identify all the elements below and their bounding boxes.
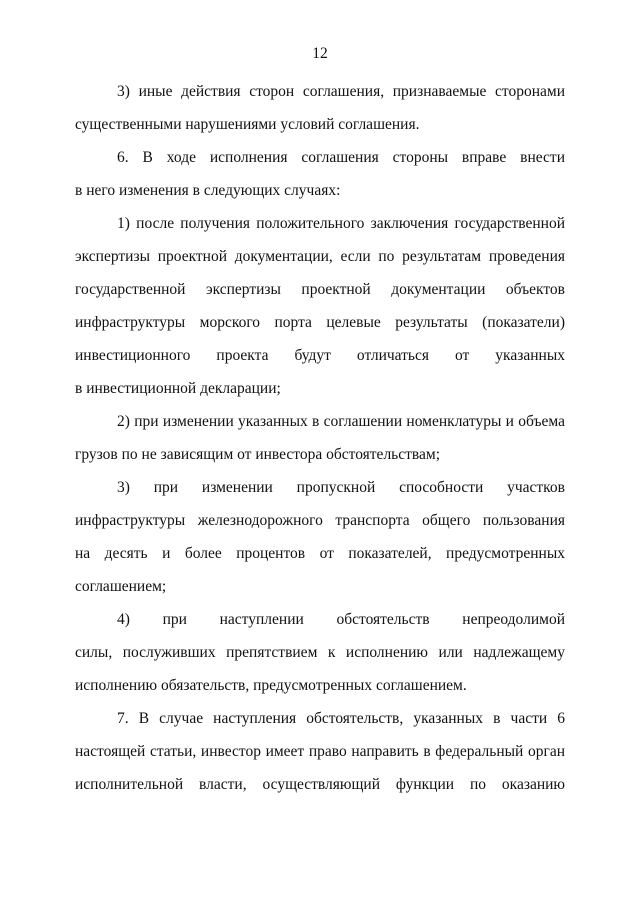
text-line: исполнению обязательств, предусмотренных соглашением. bbox=[75, 677, 467, 694]
text-line: 4) при наступлении обстоятельств непреодолимой bbox=[117, 611, 565, 628]
text-line: на десять и более процентов от показателей, предусмотренных bbox=[75, 545, 565, 562]
text-line: грузов по не зависящим от инвестора обстоятельствам; bbox=[75, 446, 441, 463]
text-line: в инвестиционной декларации; bbox=[75, 380, 281, 397]
text-line: исполнительной власти, осуществляющий функции по оказанию bbox=[75, 776, 565, 793]
text-line: силы, послуживших препятствием к исполнению или надлежащему bbox=[75, 644, 565, 661]
text-line: государственной экспертизы проектной документации объектов bbox=[75, 281, 565, 298]
text-line: экспертизы проектной документации, если по результатам проведения bbox=[75, 248, 565, 265]
text-line: в него изменения в следующих случаях: bbox=[75, 182, 341, 199]
text-line: существенными нарушениями условий соглашения. bbox=[75, 116, 420, 133]
text-line: 6. В ходе исполнения соглашения стороны вправе внести bbox=[117, 149, 565, 166]
text-line: инфраструктуры железнодорожного транспорта общего пользования bbox=[75, 512, 565, 529]
text-line: соглашением; bbox=[75, 578, 167, 595]
text-line: инвестиционного проекта будут отличаться от указанных bbox=[75, 347, 565, 364]
text-line: 7. В случае наступления обстоятельств, указанных в части 6 bbox=[117, 710, 565, 727]
text-line: настоящей статьи, инвестор имеет право направить в федеральный орган bbox=[75, 743, 565, 760]
text-line: инфраструктуры морского порта целевые результаты (показатели) bbox=[75, 314, 565, 331]
text-line: 3) при изменении пропускной способности участков bbox=[117, 479, 565, 496]
text-line: 3) иные действия сторон соглашения, признаваемые сторонами bbox=[117, 83, 565, 100]
text-line: 1) после получения положительного заключения государственной bbox=[117, 215, 565, 232]
page-number: 12 bbox=[312, 45, 328, 62]
text-line: 2) при изменении указанных в соглашении номенклатуры и объема bbox=[117, 413, 565, 430]
